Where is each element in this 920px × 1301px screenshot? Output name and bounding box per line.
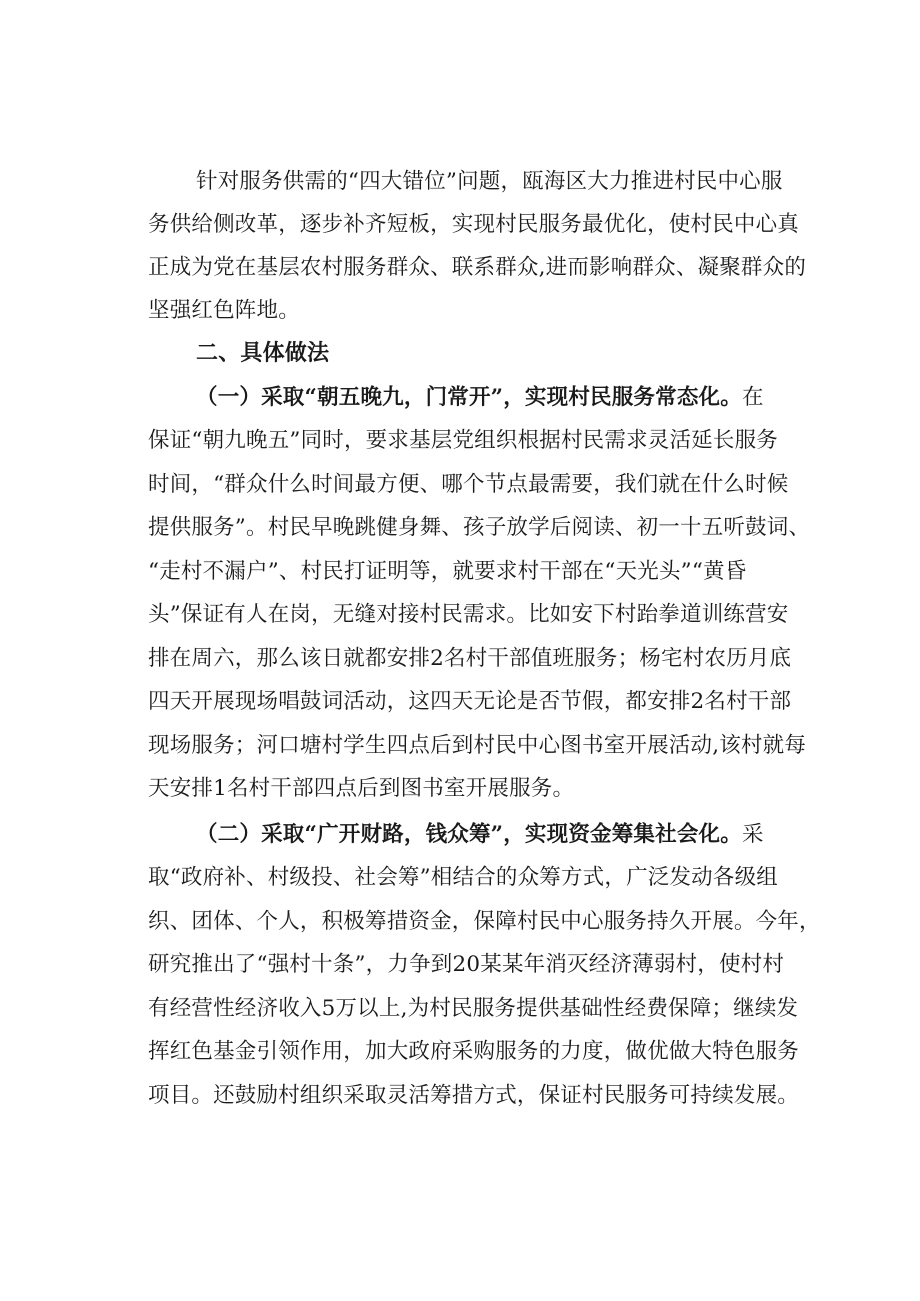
- paragraph-3-line-4: 研究推出了“强村十条”，力争到20某某年消灭经济薄弱村，使村村: [148, 952, 785, 977]
- paragraph-2-line-1: [196, 378, 764, 418]
- paragraph-2-line-10: 天安排1名村干部四点后到图书室开展服务。: [148, 776, 575, 801]
- paragraph-3-line-5: 有经营性经济收入5万以上,为村民服务提供基础性经费保障；继续发: [148, 996, 799, 1021]
- paragraph-2-line-9: 现场服务；河口塘村学生四点后到村民中心图书室开展活动,该村就每: [148, 733, 807, 758]
- paragraph-2-line-8: 四天开展现场唱鼓词活动，这四天无论是否节假，都安排2名村干部: [148, 689, 792, 714]
- paragraph-3-line-3: 织、团体、个人，积极筹措资金，保障村民中心服务持久开展。今年，: [148, 909, 821, 934]
- paragraph-1-line-1: 针对服务供需的“四大错位”问题，瓯海区大力推进村民中心服: [196, 169, 783, 194]
- paragraph-1-line-3: 正成为党在基层农村服务群众、联系群众,进而影响群众、凝聚群众的: [148, 255, 807, 280]
- paragraph-2-lead-rest: 在: [741, 385, 764, 410]
- paragraph-3-line-7: 项目。还鼓励村组织采取灵活筹措方式，保证村民服务可持续发展。: [148, 1083, 800, 1108]
- section-heading: 二、具体做法: [196, 341, 330, 366]
- paragraph-3-lead-bold: （二）采取“广开财路，钱众筹”，实现资金筹集社会化。: [196, 822, 742, 847]
- paragraph-2-lead-bold: （一）采取“朝五晚九，门常开”，实现村民服务常态化。: [196, 385, 742, 410]
- paragraph-2-line-5: “走村不漏户”、村民打证明等，就要求村干部在“天光头”“黄昏: [148, 559, 747, 584]
- paragraph-2-line-7: 排在周六，那么该日就都安排2名村干部值班服务；杨宅村农历月底: [148, 646, 792, 671]
- paragraph-1-line-2: 务供给侧改革，逐步补齐短板，实现村民服务最优化，使村民中心真: [148, 212, 800, 237]
- paragraph-3-line-2: 取“政府补、村级投、社会筹”相结合的众筹方式，广泛发动各级组: [148, 865, 778, 890]
- paragraph-3-lead-rest: 采: [741, 822, 764, 847]
- paragraph-2-line-3: 时间，“群众什么时间最方便、哪个节点最需要，我们就在什么时候: [148, 472, 789, 497]
- paragraph-2-line-6: 头”保证有人在岗，无缝对接村民需求。比如安下村跆拳道训练营安: [148, 602, 789, 627]
- paragraph-3-line-6: 挥红色基金引领作用，加大政府采购服务的力度，做优做大特色服务: [148, 1039, 800, 1064]
- paragraph-2-line-4: 提供服务”。村民早晚跳健身舞、孩子放学后阅读、初一十五听鼓词、: [148, 515, 811, 540]
- paragraph-1-line-4: 坚强红色阵地。: [148, 298, 300, 323]
- paragraph-2-line-2: 保证“朝九晚五”同时，要求基层党组织根据村民需求灵活延长服务: [148, 428, 778, 453]
- paragraph-3-line-1: [196, 815, 764, 855]
